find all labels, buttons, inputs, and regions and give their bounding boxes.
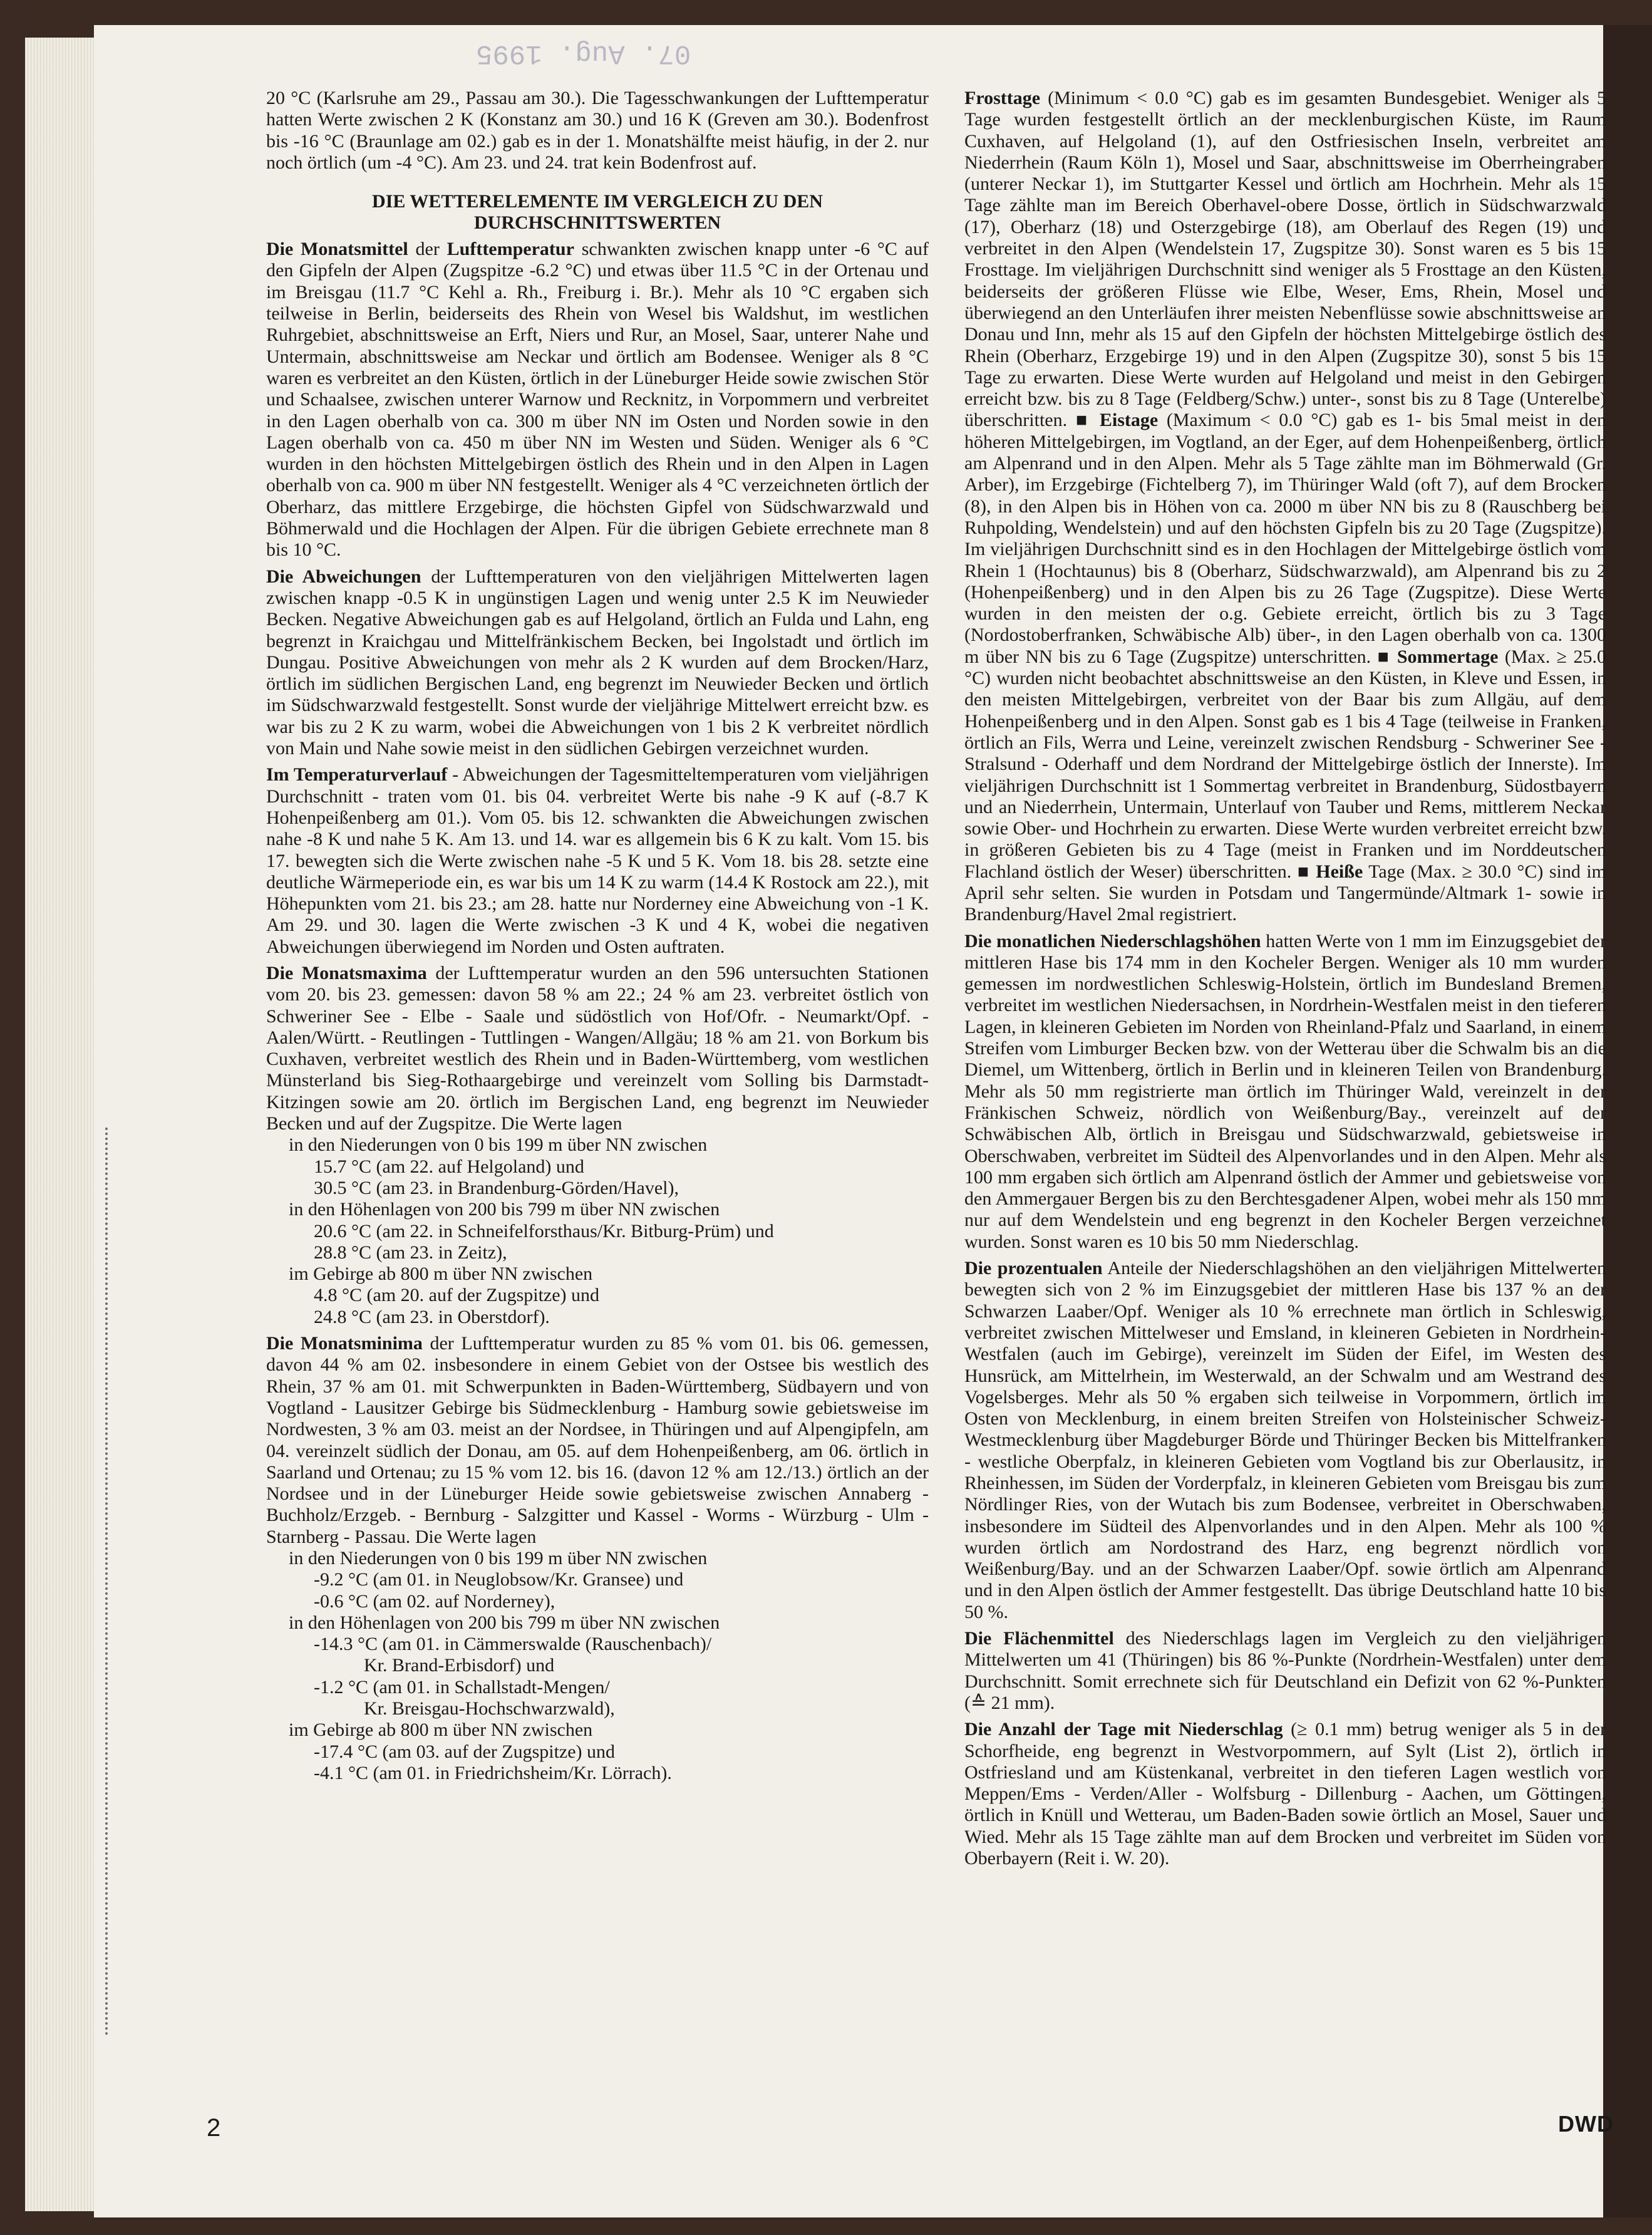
term-monatsmittel: Die Monatsmittel <box>266 239 408 260</box>
paragraph-text: der Lufttemperaturen von den vieljährigen Mittelwerten lagen zwischen knapp -0.5 K in ungünstigen Lagen und wenig unter 2.5 K im Neuwieder Becken. Negative Abweichungen gab es auf Helgoland, örtlich an Fulda und Lahn, eng begrenzt in Kraichgau und Mittelfränkischem Becken, bei Ingolstadt und örtlich im Dungau. Positive Abweichungen von mehr als 2 K wurden auf dem Brocken/Harz, örtlich im südlichen Bergischen Land, eng begrenzt im Neuwieder Becken und örtlich im Südschwarzwald festgestellt. Sonst wurde der vieljährige Mittelwert erreicht bzw. es war bis zu 2 K zu warm, wobei die Abweichungen von 1 bis 2 K verbreitet nördlich von Main und Nahe sowie meist in den südlichen Gebirgen verzeichnet wurden. <box>266 566 929 759</box>
list-line: in den Niederungen von 0 bis 199 m über NN zwischen <box>289 1134 708 1156</box>
paragraph-text: der Lufttemperatur wurden an den 596 untersuchten Stationen vom 20. bis 23. gemessen: davon 58 % am 22.; 24 % am 23. verbreitet östlich von Schweriner See - Elbe - Saale und südöstlich von Hof/Ofr. - Neumarkt/Opf. - Aalen/Württ. - Reutlingen - Tuttlingen - Wangen/Allgäu; 18 % am 21. von Borkum bis Cuxhaven, verbreitet westlich des Rhein und in Baden-Württemberg, vom westlichen Münsterland bis Sieg-Rothaargebirge und vereinzelt vom Solling bis Darmstadt-Kitzingen sowie am 20. örtlich im Bergischen Land, eng begrenzt im Neuwieder Becken und auf der Zugspitze. Die Werte lagen <box>266 962 929 1134</box>
paragraph-monatsminima <box>266 1333 929 1548</box>
page-number: 2 <box>207 2114 221 2142</box>
list-line: in den Niederungen von 0 bis 199 m über NN zwischen <box>289 1548 708 1569</box>
paragraph-temperaturverlauf <box>266 764 929 958</box>
date-stamp: 07. Aug. 1995 <box>476 38 691 69</box>
paragraph-text: (Maximum < 0.0 °C) gab es 1- bis 5mal meist in den höheren Mittelgebirgen, im Vogtland, an der Eger, auf dem Hohenpeißenberg, örtlich am Alpenrand und in den Alpen. Mehr als 5 Tage zählte man im Böhmerwald (Gr. Arber), im Erzgebirge (Fichtelberg 7), im Thüringer Wald (oft 7), auf dem Brocken (8), in den Alpen bis in Höhen von ca. 2000 m über NN bis zu 8 (Rauschberg bei Ruhpolding, Wendelstein) und auf den höchsten Gipfeln bis zu 20 Tage (Zugspitze). Im vieljährigen Durchschnitt sind es in den Hochlagen der Mittelgebirge östlich vom Rhein 1 (Hochtaunus) bis 8 (Oberharz, Südschwarzwald), am Alpenrand bis zu 2 (Hohenpeißenberg) und in den Alpen bis zu 26 Tage (Zugspitze). Diese Werte wurden in den meisten der o.g. Gebiete erreicht, örtlich bis zu 3 Tage (Nordostoberfranken, Schwäbische Alb) über-, in den Lagen oberhalb von ca. 1300 m über NN bis zu 6 Tage (Zugspitze) unterschritten. ■ <box>964 410 1607 667</box>
list-line: 24.8 °C (am 23. in Oberstdorf). <box>314 1306 550 1327</box>
term-frosttage: Frosttage <box>964 88 1041 108</box>
paragraph-text: hatten Werte von 1 mm im Einzugsgebiet der mittleren Hase bis 174 mm in den Kocheler Bergen. Weniger als 10 mm wurden gemessen im nordwestlichen Schleswig-Holstein, örtlich im Bundesland Bremen, verbreitet im westlichen Niedersachsen, in Nordrhein-Westfalen meist in den tieferen Lagen, in kleineren Gebieten im Norden von Rheinland-Pfalz und Saarland, in einem Streifen vom Limburger Becken bzw. von der Wetterau über die Schwalm bis an die Diemel, um Wittenberg, örtlich in Berlin und in kleineren Teilen von Brandenburg. Mehr als 50 mm registrierte man örtlich im Thüringer Wald, vereinzelt in der Fränkischen Schweiz, nördlich von Weißenburg/Bay., vereinzelt auf der Schwäbischen Alb, örtlich in Breisgau und Südschwarzwald, gebietsweise in Oberschwaben, verbreitet im Südteil des Alpenvorlandes und in den Alpen. Mehr als 100 mm ergaben sich örtlich am Alpenrand östlich der Ammer und gebietsweise von den Ammergauer Bergen bis zu den Berchtesgadener Alpen, wobei mehr als 150 mm nur auf dem Wendelstein und eng begrenzt in den Kocheler Bergen verzeichnet wurden. Sonst waren es 10 bis 50 mm Niederschlag. <box>964 930 1606 1252</box>
paragraph-text: Anteile der Niederschlagshöhen an den vieljährigen Mittelwerten bewegten sich von 2 % im Einzugsgebiet der mittleren Hase bis 137 % an der Schwarzen Laaber/Opf. Weniger als 10 % errechnete man örtlich in Schleswig, verbreitet zwischen Mittelweser und Emsland, in kleineren Gebieten in Nordrhein-Westfalen (auch im Gebirge), vereinzelt im Süden der Eifel, im Westen des Hunsrück, am Mittelrhein, im Westerwald, an der Schwalm und am Westrand des Vogelsberges. Mehr als 50 % ergaben sich teilweise in Vorpommern, örtlich im Osten von Mecklenburg, in einem breiten Streifen von Holsteinischer Schweiz-Westmecklenburg über Magdeburger Börde und Thüringer Becken bis Mittelfranken - westliche Oberpfalz, in kleineren Gebieten vom Vogtland bis zur Oberlausitz, in Rheinhessen, im Süden der Vorderpfalz, in kleineren Gebieten vom Breisgau bis zum Nördlinger Ries, von der Wutach bis zum Bodensee, verbreitet in Oberschwaben, insbesondere im Südteil des Alpenvorlandes und in den Alpen. Mehr als 100 % wurden örtlich am Nordostrand des Harz, eng begrenzt nördlich von Weißenburg/Bay. und an der Schwarzen Laaber/Opf. sowie örtlich am Alpenrand und in den Alpen östlich der Ammer festgestellt. Das übrige Deutschland hatte 10 bis 50 %. <box>964 1258 1606 1622</box>
term-abweichungen: Die Abweichungen <box>266 566 421 587</box>
list-line: im Gebirge ab 800 m über NN zwischen <box>289 1719 593 1741</box>
page-edges <box>25 38 94 2211</box>
paragraph-monatsmittel <box>266 239 929 561</box>
paragraph-text: schwankten zwischen knapp unter -6 °C auf den Gipfeln der Alpen (Zugspitze -6.2 °C) und etwas über 11.5 °C in der Ortenau und im Breisgau (11.7 °C Kehl a. Rh., Freiburg i. Br.). Mehr als 10 °C ergaben sich teilweise in Berlin, beiderseits des Rhein von Wesel bis Waldshut, im westlichen Ruhrgebiet, abschnittsweise an Erft, Niers und Rur, an Mosel, Saar, unterer Nahe und Untermain, abschnittsweise am Neckar und örtlich am Bodensee. Weniger als 8 °C waren es verbreitet an den Küsten, örtlich in der Lüneburger Heide sowie zwischen Stör und Schaalsee, zwischen unterer Warnow und Recknitz, in Vorpommern und verbreitet in den Lagen oberhalb von ca. 300 m über NN im Osten und Norden sowie in den Lagen oberhalb von ca. 450 m über NN im Westen und Süden. Weniger als 6 °C wurden in den höchsten Mittelgebirgen östlich des Rhein und in den Alpen in Lagen oberhalb von ca. 900 m über NN festgestellt. Weniger als 4 °C verzeichneten örtlich der Oberharz, das mittlere Erzgebirge, die höchsten Gipfel von Südschwarzwald und Böhmerwald und die Hochlagen der Alpen. Für die übrigen Gebiete errechnete man 8 bis 10 °C. <box>266 239 929 561</box>
maxima-list <box>289 1134 929 1328</box>
list-line: Kr. Breisgau-Hochschwarzwald), <box>364 1698 615 1719</box>
paragraph-frosttage <box>964 88 1606 926</box>
list-line: 30.5 °C (am 23. in Brandenburg-Görden/Havel), <box>314 1177 679 1198</box>
term-temperaturverlauf: Im Temperaturverlauf <box>266 764 448 786</box>
term-heisse-tage: ■ Heiße <box>1297 861 1363 882</box>
list-line: in den Höhenlagen von 200 bis 799 m über NN zwischen <box>289 1199 720 1220</box>
term-monatsminima: Die Monatsminima <box>266 1333 423 1354</box>
list-line: -0.6 °C (am 02. auf Norderney), <box>314 1590 555 1612</box>
book-spine <box>0 0 25 2235</box>
paragraph-abweichungen <box>266 566 929 760</box>
book-cover-edge <box>1603 25 1652 2217</box>
paragraph-text: (≥ 0.1 mm) betrug weniger als 5 in der Schorfheide, eng begrenzt in Westvorpommern, auf Sylt (List 2), örtlich in Ostfriesland und am Küstenkanal, verbreitet in den tieferen Lagen westlich von Meppen/Ems - Verden/Aller - Wolfsburg - Dillenburg - Aachen, um Göttingen, örtlich in Knüll und Wetterau, um Baden-Baden sowie örtlich an Mosel, Sauer und Wied. Mehr als 15 Tage zählte man auf dem Brocken und verbreitet im Süden von Oberbayern (Reit i. W. 20). <box>964 1719 1606 1869</box>
paragraph-niederschlagstage <box>964 1719 1606 1869</box>
term-sommertage: Sommertage <box>1396 646 1499 667</box>
term-eistage: ■ Eistage <box>1075 410 1159 431</box>
list-line: 4.8 °C (am 20. auf der Zugspitze) und <box>314 1285 600 1306</box>
paragraph-niederschlagshoehen <box>964 931 1606 1253</box>
term-prozentualen: Die prozentualen <box>964 1258 1103 1279</box>
minima-list <box>289 1548 929 1784</box>
paragraph-monatsmaxima <box>266 963 929 1134</box>
paragraph-text: des Niederschlags lagen im Vergleich zu den vieljährigen Mittelwerten um 41 (Thüringen) bis 86 %-Punkte (Nordrhein-Westfalen) unter dem Durchschnitt. Somit errechnete sich für Deutschland ein Defizit von 62 %-Punkten (≙ 21 mm). <box>964 1628 1606 1713</box>
list-line: Kr. Brand-Erbisdorf) und <box>364 1655 555 1676</box>
term-monatsmaxima: Die Monatsmaxima <box>266 962 427 983</box>
left-column <box>266 88 929 1784</box>
list-line: 15.7 °C (am 22. auf Helgoland) und <box>314 1156 584 1177</box>
right-column <box>964 88 1606 1869</box>
list-line: 20.6 °C (am 22. in Schneifelforsthaus/Kr. Bitburg-Prüm) und <box>314 1220 774 1242</box>
paragraph-text: (Max. ≥ 25.0 °C) wurden nicht beobachtet abschnittsweise an den Küsten, in Kleve und Essen, in den meisten Mittelgebirgen, verbreitet von der Baar bis zum Allgäu, auf dem Hohenpeißenberg und in den Alpen. Sonst gab es 1 bis 4 Tage (teilweise in Franken, örtlich an Fils, Werra und Leine, vereinzelt zwischen Rendsburg - Schweriner See - Stralsund - Oderhaff und dem Nordrand der Mittelgebirge östlich der Innerste). Im vieljährigen Durchschnitt ist 1 Sommertag verbreitet in Brandenburg, Südostbayern und an Niederrhein, Untermain, Unterlauf von Tauber und Rems, mittlerem Neckar sowie Ober- und Hochrhein zu erwarten. Diese Werte wurden verbreitet erreicht bzw. in größeren Gebieten bis zu 4 Tage (meist in Franken und im Norddeutschen Flachland östlich der Weser) überschritten. <box>964 646 1606 882</box>
list-line: -17.4 °C (am 03. auf der Zugspitze) und <box>314 1741 616 1762</box>
list-line: -9.2 °C (am 01. in Neuglobsow/Kr. Gransee) und <box>314 1569 684 1590</box>
paragraph-prozentualen <box>964 1258 1606 1623</box>
list-line: in den Höhenlagen von 200 bis 799 m über NN zwischen <box>289 1612 720 1633</box>
list-line: im Gebirge ab 800 m über NN zwischen <box>289 1263 593 1285</box>
list-line: -14.3 °C (am 01. in Cämmerswalde (Rauschenbach)/ <box>314 1634 712 1655</box>
paragraph-text: (Minimum < 0.0 °C) gab es im gesamten Bundesgebiet. Weniger als 5 Tage wurden festgestellt örtlich an der mecklenburgischen Küste, im Raum Cuxhaven, auf Helgoland (1), auf den Ostfriesischen Inseln, verbreitet am Niederrhein (Raum Köln 1), Mosel und Saar, abschnittsweise im Oberrheingraben (unterer Neckar 1), im Stuttgarter Kessel und örtlich am Hochrhein. Mehr als 15 Tage zählte man im Bereich Oberhavel-obere Dosse, örtlich in Südschwarzwald (17), Oberharz (18) und Osterzgebirge (18), am Oberlauf des Regen (19) und verbreitet in den Alpen (Wendelstein 17, Zugspitze 30). Sonst waren es 5 bis 15 Frosttage. Im vieljährigen Durchschnitt sind weniger als 5 Frosttage an den Küsten, beiderseits der größeren Flüsse wie Elbe, Weser, Ems, Rhein, Mosel und überwiegend an den Unterläufen ihrer meisten Nebenflüsse sowie abschnittsweise an Donau und Inn, mehr als 15 auf den Gipfeln der höchsten Mittelgebirge östlich des Rhein (Oberharz, Erzgebirge 19) und in den Alpen (Zugspitze 30), sonst 5 bis 15 Tage zu erwarten. Diese Werte wurden auf Helgoland und meist in den Gebirgen erreicht bzw. bis zu 8 Tage (Feldberg/Schw.) unter-, sonst bis zu 8 Tage (Unterelbe) überschritten. <box>964 88 1606 431</box>
paragraph-bodenfrost: 20 °C (Karlsruhe am 29., Passau am 30.). Die Tagesschwankungen der Lufttemperatur hatten Werte zwischen 2 K (Konstanz am 30.) und 16 K (Greven am 30.). Bodenfrost bis -16 °C (Braunlage am 02.) gab es in der 1. Monatshälfte meist häufig, in der 2. nur noch örtlich (um -4 °C). Am 23. und 24. trat kein Bodenfrost auf. <box>266 88 929 173</box>
dwd-logo: DWD <box>1558 2111 1614 2137</box>
list-line: 28.8 °C (am 23. in Zeitz), <box>314 1242 507 1263</box>
term-lufttemperatur: Lufttemperatur <box>447 239 574 260</box>
paragraph-text: Tage (Max. ≥ 30.0 °C) sind im April sehr selten. Sie wurden in Potsdam und Tangermünde/Altmark 1- sowie in Brandenburg/Havel 2mal registriert. <box>964 861 1606 925</box>
term-flaechenmittel: Die Flächenmittel <box>964 1628 1114 1649</box>
paragraph-text: - Abweichungen der Tagesmitteltemperaturen vom vieljährigen Durchschnitt - traten vom 01. bis 04. verbreitet Werte bis nahe -9 K auf (-8.7 K Hohenpeißenberg am 01.). Vom 05. bis 12. schwankten die Abweichungen zwischen nahe -8 K und nahe 5 K. Am 13. und 14. war es allgemein bis 6 K zu kalt. Vom 15. bis 17. bewegten sich die Werte zwischen nahe -5 K und 5 K. Vom 18. bis 28. setzte eine deutliche Wärmeperiode ein, es war bis um 14 K zu warm (14.4 K Rostock am 22.), mit Höhepunkten vom 21. bis 23.; am 28. hatte nur Norderney eine Abweichung von -1 K. Am 29. und 30. lagen die Werte zwischen -3 K und 4 K, wobei die negativen Abweichungen überwiegend im Norden und Osten auftraten. <box>266 764 929 957</box>
term-niederschlagstage: Die Anzahl der Tage mit Niederschlag <box>964 1719 1283 1740</box>
paragraph-text: der Lufttemperatur wurden zu 85 % vom 01. bis 06. gemessen, davon 44 % am 02. insbesondere in einem Gebiet von der Ostsee bis westlich des Rhein, 37 % am 01. mit Schwerpunkten in Baden-Württemberg, Südbayern und von Vogtland - Lausitzer Gebirge bis Südmecklenburg - Hamburg sowie gebietsweise im Nordwesten, 3 % am 03. meist an der Nordsee, in Thüringen und auf Alpengipfeln, am 04. vereinzelt südlich der Donau, am 05. auf dem Hohenpeißenberg, am 06. örtlich in Saarland und Ortenau; zu 15 % vom 12. bis 16. (davon 12 % am 12./13.) örtlich an der Nordsee und in der Lüneburger Heide sowie gebietsweise zwischen Annaberg - Buchholz/Erzgeb. - Bernburg - Salzgitter und Kassel - Worms - Würzburg - Ulm - Starnberg - Passau. Die Werte lagen <box>266 1333 929 1547</box>
term-niederschlagshoehen: Die monatlichen Niederschlagshöhen <box>964 930 1261 952</box>
text-fragment: der <box>408 239 447 260</box>
binding-holes <box>105 1128 110 2036</box>
section-heading: DIE WETTERELEMENTE IM VERGLEICH ZU DEN DURCHSCHNITTSWERTEN <box>372 191 823 234</box>
paragraph-flaechenmittel <box>964 1628 1606 1714</box>
list-line: -1.2 °C (am 01. in Schallstadt-Mengen/ <box>314 1676 610 1698</box>
list-line: -4.1 °C (am 01. in Friedrichsheim/Kr. Lörrach). <box>314 1762 672 1783</box>
